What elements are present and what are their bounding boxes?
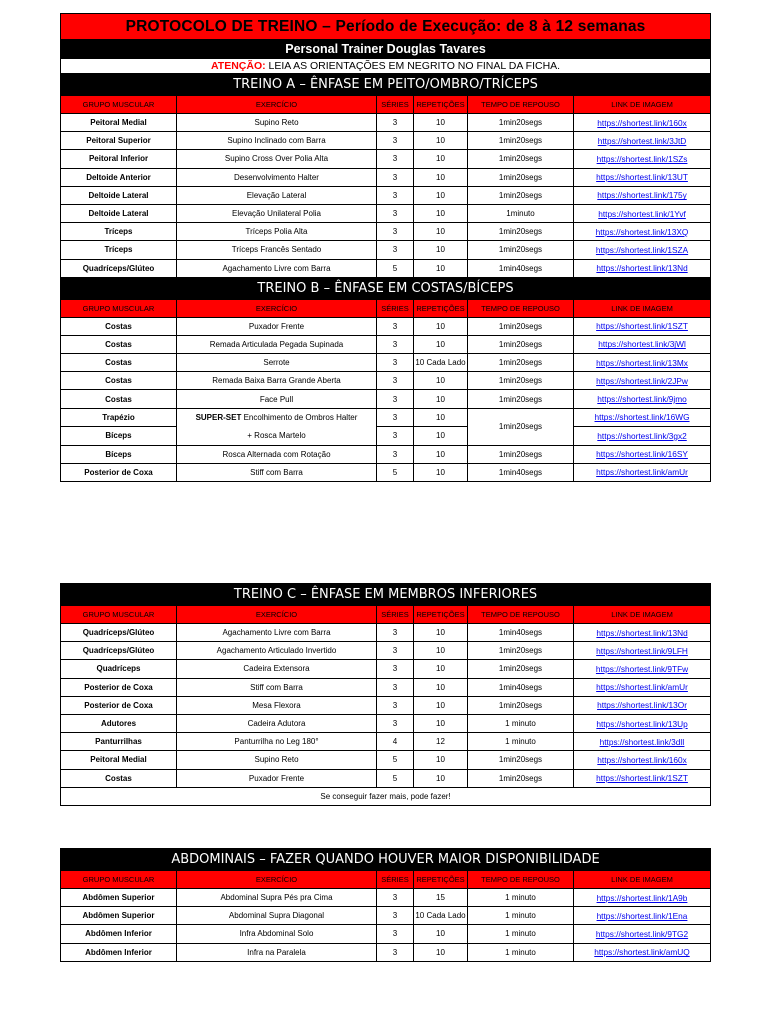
image-link[interactable]: https://shortest.link/amUr: [574, 678, 711, 696]
superset-label: SUPER-SET: [195, 412, 242, 422]
muscle-group: Abdômen Inferior: [61, 925, 177, 943]
exercise: [177, 408, 377, 445]
series: 3: [377, 132, 414, 150]
series: 3: [377, 889, 414, 907]
table-row: [61, 678, 711, 696]
exercise: Stiff com Barra: [177, 678, 377, 696]
rest-time: 1min20segs: [468, 132, 574, 150]
image-link[interactable]: https://shortest.link/13Nd: [574, 624, 711, 642]
muscle-group-header: GRUPO MUSCULAR: [61, 96, 177, 114]
rest-time: 1min20segs: [468, 335, 574, 353]
muscle-group: Costas: [61, 335, 177, 353]
image-link[interactable]: https://shortest.link/16SY: [574, 445, 711, 463]
repetitions: 10: [414, 943, 468, 961]
rest-time: 1min20segs: [468, 241, 574, 259]
muscle-group: Tríceps: [61, 241, 177, 259]
column-header-row: [61, 871, 711, 889]
repetitions-header: REPETIÇÕES: [414, 871, 468, 889]
image-link[interactable]: https://shortest.link/13XQ: [574, 223, 711, 241]
series-header: SÉRIES: [377, 606, 414, 624]
protocol-table-c: [60, 583, 711, 806]
muscle-group: Bíceps: [61, 427, 177, 446]
muscle-group: Deltoide Lateral: [61, 204, 177, 222]
series: 3: [377, 317, 414, 335]
table-row: [61, 168, 711, 186]
rest-time: 1min20segs: [468, 445, 574, 463]
image-link[interactable]: https://shortest.link/3jWl: [574, 335, 711, 353]
exercise: Supino Reto: [177, 751, 377, 769]
exercise: Puxador Frente: [177, 317, 377, 335]
image-link[interactable]: https://shortest.link/3dlI: [574, 733, 711, 751]
repetitions: 10: [414, 714, 468, 732]
series: 3: [377, 335, 414, 353]
image-link-header: LINK DE IMAGEM: [574, 299, 711, 317]
column-header-row: [61, 299, 711, 317]
exercise: Panturrilha no Leg 180°: [177, 733, 377, 751]
repetitions: 12: [414, 733, 468, 751]
table-row: [61, 114, 711, 132]
image-link[interactable]: https://shortest.link/9jmo: [574, 390, 711, 408]
rest-time: 1min20segs: [468, 150, 574, 168]
rest-time: 1minuto: [468, 204, 574, 222]
repetitions-header: REPETIÇÕES: [414, 96, 468, 114]
repetitions: 10: [414, 168, 468, 186]
image-link[interactable]: https://shortest.link/amUr: [574, 463, 711, 481]
image-link[interactable]: https://shortest.link/2JPw: [574, 372, 711, 390]
table-row: [61, 259, 711, 277]
repetitions: 10: [414, 445, 468, 463]
muscle-group: Peitoral Medial: [61, 751, 177, 769]
protocol-sheet-c: [60, 583, 710, 806]
rest-time: 1min20segs: [468, 223, 574, 241]
series: 4: [377, 733, 414, 751]
series: 5: [377, 463, 414, 481]
repetitions: 10: [414, 204, 468, 222]
image-link[interactable]: https://shortest.link/9TFw: [574, 660, 711, 678]
table-row: [61, 408, 711, 427]
series: 3: [377, 168, 414, 186]
table-row: [61, 241, 711, 259]
image-link[interactable]: https://shortest.link/13Mx: [574, 354, 711, 372]
rest-time: 1 minuto: [468, 925, 574, 943]
exercise-header: EXERCÍCIO: [177, 606, 377, 624]
muscle-group: Quadríceps/Glúteo: [61, 259, 177, 277]
muscle-group: Costas: [61, 354, 177, 372]
table-row: [61, 642, 711, 660]
exercise: Infra na Paralela: [177, 943, 377, 961]
rest-time: 1min20segs: [468, 168, 574, 186]
table-row: [61, 769, 711, 787]
exercise: Tríceps Polia Alta: [177, 223, 377, 241]
table-row: [61, 372, 711, 390]
muscle-group: Peitoral Inferior: [61, 150, 177, 168]
series: 5: [377, 751, 414, 769]
protocol-sheet-ab: [60, 13, 710, 482]
table-row: [61, 354, 711, 372]
image-link-header: LINK DE IMAGEM: [574, 871, 711, 889]
rest-time: 1min40segs: [468, 259, 574, 277]
image-link[interactable]: https://shortest.link/13Or: [574, 696, 711, 714]
repetitions: 10 Cada Lado: [414, 907, 468, 925]
muscle-group: Costas: [61, 390, 177, 408]
muscle-group-header: GRUPO MUSCULAR: [61, 606, 177, 624]
series: 3: [377, 925, 414, 943]
protocol-table-ab: [60, 13, 711, 482]
series: 3: [377, 445, 414, 463]
image-link[interactable]: https://shortest.link/1SZA: [574, 241, 711, 259]
table-row: [61, 696, 711, 714]
muscle-group-header: GRUPO MUSCULAR: [61, 299, 177, 317]
image-link[interactable]: https://shortest.link/1Yvf: [574, 204, 711, 222]
protocol-title: PROTOCOLO DE TREINO – Período de Execução: de 8 à 12 semanas: [61, 14, 711, 40]
series: 3: [377, 186, 414, 204]
rest-time: 1 minuto: [468, 714, 574, 732]
rest-time: 1min20segs: [468, 642, 574, 660]
image-link[interactable]: https://shortest.link/9LFH: [574, 642, 711, 660]
muscle-group: Posterior de Coxa: [61, 696, 177, 714]
column-header-row: [61, 96, 711, 114]
repetitions: 10: [414, 241, 468, 259]
rest-time-header: TEMPO DE REPOUSO: [468, 299, 574, 317]
exercise: Supino Inclinado com Barra: [177, 132, 377, 150]
repetitions: 10: [414, 769, 468, 787]
series-header: SÉRIES: [377, 299, 414, 317]
repetitions: 10: [414, 259, 468, 277]
muscle-group: Costas: [61, 372, 177, 390]
repetitions: 10: [414, 660, 468, 678]
rest-time: 1min40segs: [468, 678, 574, 696]
attention-label: ATENÇÃO:: [210, 60, 266, 72]
treino-a-title: TREINO A – ÊNFASE EM PEITO/OMBRO/TRÍCEPS: [61, 74, 711, 96]
table-row: [61, 889, 711, 907]
repetitions: 10: [414, 223, 468, 241]
exercise: Desenvolvimento Halter: [177, 168, 377, 186]
series: 3: [377, 114, 414, 132]
abdominais-title: ABDOMINAIS – FAZER QUANDO HOUVER MAIOR DISPONIBILIDADE: [61, 849, 711, 871]
exercise: Serrote: [177, 354, 377, 372]
series: 3: [377, 354, 414, 372]
muscle-group: Quadríceps/Glúteo: [61, 624, 177, 642]
table-row: [61, 751, 711, 769]
muscle-group: Deltoide Anterior: [61, 168, 177, 186]
table-row: [61, 660, 711, 678]
exercise: Supino Reto: [177, 114, 377, 132]
exercise: Abdominal Supra Diagonal: [177, 907, 377, 925]
exercise: Elevação Unilateral Polia: [177, 204, 377, 222]
image-link-header: LINK DE IMAGEM: [574, 606, 711, 624]
image-link[interactable]: https://shortest.link/13Up: [574, 714, 711, 732]
trainer-name: Personal Trainer Douglas Tavares: [61, 40, 711, 59]
image-link[interactable]: https://shortest.link/1A9b: [574, 889, 711, 907]
muscle-group: Adutores: [61, 714, 177, 732]
repetitions: 10 Cada Lado: [414, 354, 468, 372]
series: 5: [377, 769, 414, 787]
muscle-group: Posterior de Coxa: [61, 463, 177, 481]
image-link[interactable]: https://shortest.link/1SZT: [574, 317, 711, 335]
exercise-header: EXERCÍCIO: [177, 96, 377, 114]
image-link[interactable]: https://shortest.link/175y: [574, 186, 711, 204]
series: 3: [377, 660, 414, 678]
series-header: SÉRIES: [377, 871, 414, 889]
repetitions: 10: [414, 390, 468, 408]
repetitions: 10: [414, 132, 468, 150]
table-row: [61, 463, 711, 481]
table-row: [61, 204, 711, 222]
table-row: [61, 186, 711, 204]
image-link[interactable]: https://shortest.link/13UT: [574, 168, 711, 186]
rest-time: 1min20segs: [468, 390, 574, 408]
table-row: [61, 445, 711, 463]
exercise-header: EXERCÍCIO: [177, 299, 377, 317]
rest-time: 1min20segs: [468, 354, 574, 372]
rest-time: 1 minuto: [468, 889, 574, 907]
rest-time: 1min20segs: [468, 186, 574, 204]
image-link[interactable]: https://shortest.link/160x: [574, 114, 711, 132]
exercise: Cadeira Adutora: [177, 714, 377, 732]
series: 3: [377, 624, 414, 642]
rest-time: 1 minuto: [468, 733, 574, 751]
series: 3: [377, 204, 414, 222]
series: 3: [377, 372, 414, 390]
repetitions: 10: [414, 463, 468, 481]
table-row: [61, 907, 711, 925]
treino-c-note: Se conseguir fazer mais, pode fazer!: [61, 787, 711, 805]
rest-time: 1min20segs: [468, 769, 574, 787]
repetitions: 15: [414, 889, 468, 907]
attention-note: [61, 59, 711, 74]
series: 3: [377, 678, 414, 696]
muscle-group: Bíceps: [61, 445, 177, 463]
repetitions: 10: [414, 678, 468, 696]
repetitions: 10: [414, 642, 468, 660]
image-link-header: LINK DE IMAGEM: [574, 96, 711, 114]
rest-time: 1min20segs: [468, 114, 574, 132]
rest-time-header: TEMPO DE REPOUSO: [468, 96, 574, 114]
column-header-row: [61, 606, 711, 624]
repetitions: 10: [414, 624, 468, 642]
table-row: [61, 150, 711, 168]
muscle-group: Panturrilhas: [61, 733, 177, 751]
repetitions: 10: [414, 408, 468, 427]
repetitions: 10: [414, 696, 468, 714]
rest-time-header: TEMPO DE REPOUSO: [468, 606, 574, 624]
exercise-header: EXERCÍCIO: [177, 871, 377, 889]
series: 3: [377, 642, 414, 660]
exercise: Puxador Frente: [177, 769, 377, 787]
attention-text: LEIA AS ORIENTAÇÕES EM NEGRITO NO FINAL DA FICHA.: [265, 60, 561, 72]
series-header: SÉRIES: [377, 96, 414, 114]
muscle-group: Peitoral Superior: [61, 132, 177, 150]
rest-time: 1min20segs: [468, 372, 574, 390]
rest-time: 1min20segs: [468, 408, 574, 445]
table-row: [61, 943, 711, 961]
exercise: Abdominal Supra Pés pra Cima: [177, 889, 377, 907]
treino-c-title: TREINO C – ÊNFASE EM MEMBROS INFERIORES: [61, 584, 711, 606]
table-row: [61, 390, 711, 408]
muscle-group: Quadríceps: [61, 660, 177, 678]
series: 3: [377, 223, 414, 241]
table-row: [61, 223, 711, 241]
exercise: Agachamento Livre com Barra: [177, 624, 377, 642]
superset-exercise-2: + Rosca Martelo: [247, 430, 306, 440]
exercise: Remada Baixa Barra Grande Aberta: [177, 372, 377, 390]
muscle-group: Costas: [61, 317, 177, 335]
series: 3: [377, 714, 414, 732]
repetitions: 10: [414, 150, 468, 168]
repetitions: 10: [414, 317, 468, 335]
series: 3: [377, 408, 414, 427]
muscle-group: Abdômen Superior: [61, 907, 177, 925]
repetitions: 10: [414, 372, 468, 390]
table-row: [61, 733, 711, 751]
muscle-group: Abdômen Inferior: [61, 943, 177, 961]
series: 3: [377, 150, 414, 168]
series: 3: [377, 943, 414, 961]
series: 5: [377, 259, 414, 277]
table-row: [61, 624, 711, 642]
series: 3: [377, 907, 414, 925]
muscle-group: Abdômen Superior: [61, 889, 177, 907]
image-link[interactable]: https://shortest.link/1Ena: [574, 907, 711, 925]
image-link[interactable]: https://shortest.link/amUQ: [574, 943, 711, 961]
exercise: Face Pull: [177, 390, 377, 408]
rest-time: 1min20segs: [468, 317, 574, 335]
exercise: Cadeira Extensora: [177, 660, 377, 678]
rest-time: 1min20segs: [468, 696, 574, 714]
exercise: Agachamento Articulado Invertido: [177, 642, 377, 660]
table-row: [61, 714, 711, 732]
exercise: Remada Articulada Pegada Supinada: [177, 335, 377, 353]
series: 3: [377, 696, 414, 714]
exercise: Supino Cross Over Polia Alta: [177, 150, 377, 168]
image-link[interactable]: https://shortest.link/3gx2: [574, 427, 711, 446]
repetitions: 10: [414, 925, 468, 943]
rest-time: 1min20segs: [468, 660, 574, 678]
muscle-group: Trapézio: [61, 408, 177, 427]
superset-exercise-1: Encolhimento de Ombros Halter: [241, 412, 358, 422]
exercise: Rosca Alternada com Rotação: [177, 445, 377, 463]
repetitions: 10: [414, 427, 468, 446]
rest-time: 1min40segs: [468, 624, 574, 642]
repetitions: 10: [414, 751, 468, 769]
table-row: [61, 317, 711, 335]
exercise: Stiff com Barra: [177, 463, 377, 481]
image-link[interactable]: https://shortest.link/1SZs: [574, 150, 711, 168]
image-link[interactable]: https://shortest.link/9TG2: [574, 925, 711, 943]
repetitions-header: REPETIÇÕES: [414, 606, 468, 624]
image-link[interactable]: https://shortest.link/1SZT: [574, 769, 711, 787]
muscle-group: Quadríceps/Glúteo: [61, 642, 177, 660]
table-row: [61, 132, 711, 150]
rest-time-header: TEMPO DE REPOUSO: [468, 871, 574, 889]
table-row: [61, 427, 711, 446]
muscle-group: Costas: [61, 769, 177, 787]
image-link[interactable]: https://shortest.link/13Nd: [574, 259, 711, 277]
image-link[interactable]: https://shortest.link/3JtD: [574, 132, 711, 150]
image-link[interactable]: https://shortest.link/16WG: [574, 408, 711, 427]
repetitions-header: REPETIÇÕES: [414, 299, 468, 317]
rest-time: 1min40segs: [468, 463, 574, 481]
exercise: Agachamento Livre com Barra: [177, 259, 377, 277]
muscle-group-header: GRUPO MUSCULAR: [61, 871, 177, 889]
exercise: Tríceps Francês Sentado: [177, 241, 377, 259]
rest-time: 1 minuto: [468, 907, 574, 925]
muscle-group: Posterior de Coxa: [61, 678, 177, 696]
exercise: Infra Abdominal Solo: [177, 925, 377, 943]
exercise: Mesa Flexora: [177, 696, 377, 714]
treino-b-title: TREINO B – ÊNFASE EM COSTAS/BÍCEPS: [61, 277, 711, 299]
series: 3: [377, 427, 414, 446]
series: 3: [377, 390, 414, 408]
series: 3: [377, 241, 414, 259]
protocol-table-abs: [60, 848, 711, 962]
exercise: Elevação Lateral: [177, 186, 377, 204]
muscle-group: Tríceps: [61, 223, 177, 241]
repetitions: 10: [414, 335, 468, 353]
protocol-sheet-abs: [60, 848, 710, 962]
rest-time: 1min20segs: [468, 751, 574, 769]
rest-time: 1 minuto: [468, 943, 574, 961]
table-row: [61, 335, 711, 353]
repetitions: 10: [414, 114, 468, 132]
repetitions: 10: [414, 186, 468, 204]
image-link[interactable]: https://shortest.link/160x: [574, 751, 711, 769]
muscle-group: Deltoide Lateral: [61, 186, 177, 204]
muscle-group: Peitoral Medial: [61, 114, 177, 132]
table-row: [61, 925, 711, 943]
